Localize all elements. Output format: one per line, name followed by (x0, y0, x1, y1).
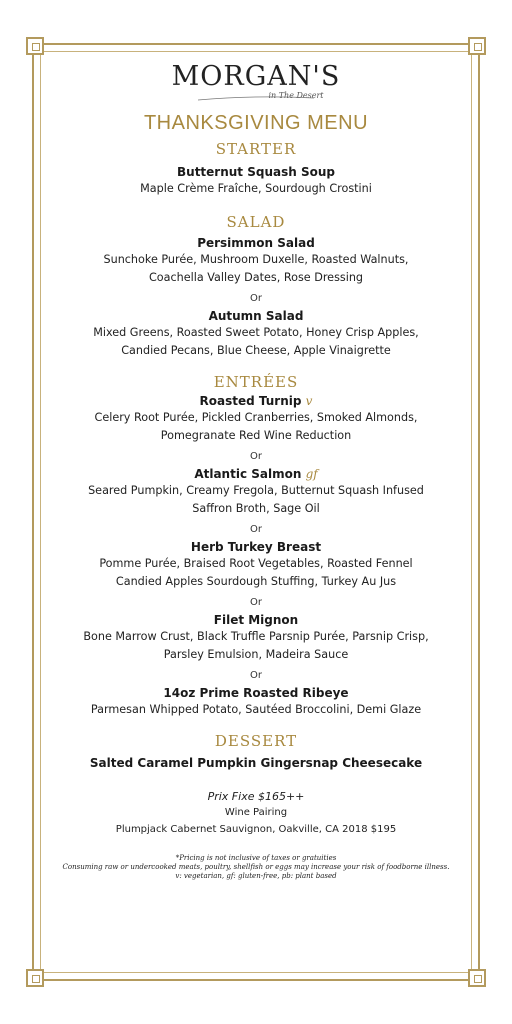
section-heading-dessert: DESSERT (214, 732, 298, 750)
or-divider: Or (250, 451, 262, 462)
dish-description: Mixed Greens, Roasted Sweet Potato, Honey Crisp Apples, (93, 326, 419, 339)
dish-name: Butternut Squash Soup (177, 165, 335, 179)
corner-ornament-icon (26, 37, 44, 55)
dietary-tag: gf (305, 467, 318, 481)
dish-description: Sunchoke Purée, Mushroom Duxelle, Roasted Walnuts, (103, 253, 409, 266)
dish-name: Persimmon Salad (197, 236, 315, 250)
wine-pairing-detail: Plumpjack Cabernet Sauvignon, Oakville, CA 2018 $195 (115, 824, 397, 835)
dish-description: Parmesan Whipped Potato, Sautéed Broccolini, Demi Glaze (90, 703, 422, 716)
section-heading-salad: SALAD (226, 213, 286, 231)
footnote: *Pricing is not inclusive of taxes or gratuities (175, 854, 337, 862)
dish-description: Saffron Broth, Sage Oil (192, 502, 320, 515)
dish-name-text: Roasted Turnip (199, 394, 302, 408)
or-divider: Or (250, 293, 262, 304)
dish-name: Filet Mignon (213, 613, 299, 627)
menu-title: THANKSGIVING MENU (143, 112, 369, 134)
footnote: v: vegetarian, gf: gluten-free, pb: plant based (175, 872, 337, 880)
section-heading-entrees: ENTRÉES (213, 373, 299, 391)
dish-name: Autumn Salad (208, 309, 304, 323)
brand-logo: MORGAN'S (171, 61, 341, 92)
dish-description: Coachella Valley Dates, Rose Dressing (148, 271, 364, 284)
dish-name: Salted Caramel Pumpkin Gingersnap Cheesecake (89, 756, 423, 770)
or-divider: Or (250, 597, 262, 608)
dish-description: Bone Marrow Crust, Black Truffle Parsnip Purée, Parsnip Crisp, (83, 630, 429, 643)
dish-description: Candied Apples Sourdough Stuffing, Turkey Au Jus (115, 575, 397, 588)
dish-description: Seared Pumpkin, Creamy Fregola, Butternut Squash Infused (88, 484, 424, 497)
prix-fixe-price: Prix Fixe $165++ (207, 790, 305, 803)
dish-description: Candied Pecans, Blue Cheese, Apple Vinaigrette (121, 344, 391, 357)
dish-description: Pomegranate Red Wine Reduction (160, 429, 352, 442)
dish-name (44, 467, 468, 482)
dish-description: Celery Root Purée, Pickled Cranberries, Smoked Almonds, (94, 411, 418, 424)
dish-description: Pomme Purée, Braised Root Vegetables, Roasted Fennel (99, 557, 413, 570)
corner-ornament-icon (468, 37, 486, 55)
dish-name: 14oz Prime Roasted Ribeye (163, 686, 349, 700)
corner-ornament-icon (26, 969, 44, 987)
corner-ornament-icon (468, 969, 486, 987)
or-divider: Or (250, 524, 262, 535)
wine-pairing-label: Wine Pairing (224, 807, 288, 818)
menu-content (44, 60, 468, 881)
dish-name (44, 394, 468, 409)
dish-name: Herb Turkey Breast (190, 540, 322, 554)
dish-name-text: Atlantic Salmon (194, 467, 302, 481)
dietary-tag: v (305, 394, 313, 408)
footnote: Consuming raw or undercooked meats, poultry, shellfish or eggs may increase your risk of foodborne illness. (62, 863, 450, 871)
brand-tagline: in The Desert (268, 91, 324, 100)
dish-description: Maple Crème Fraîche, Sourdough Crostini (140, 182, 372, 195)
dish-description: Parsley Emulsion, Madeira Sauce (163, 648, 349, 661)
section-heading-starter: STARTER (215, 140, 297, 158)
or-divider: Or (250, 670, 262, 681)
